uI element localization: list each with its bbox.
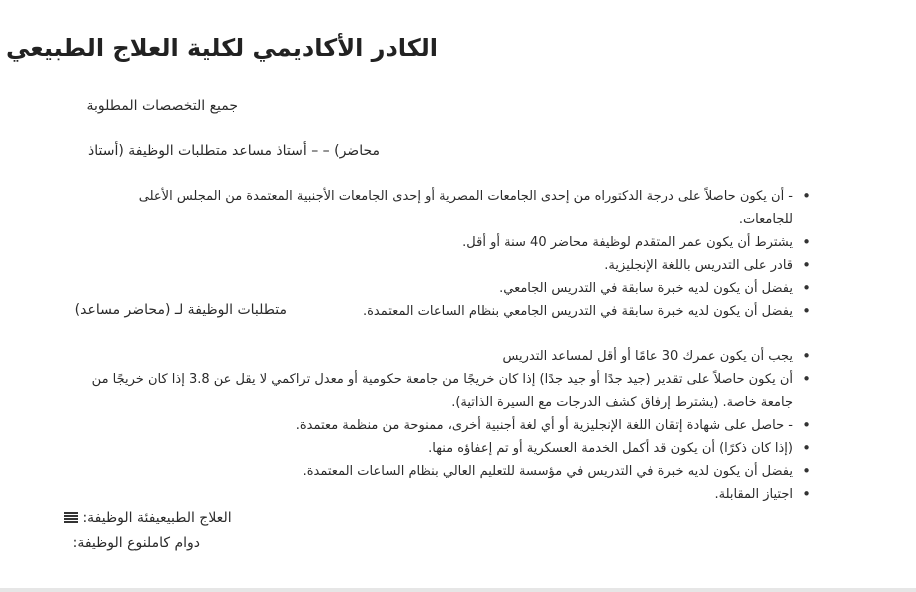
list-item: • أن يكون حاصلاً على تقدير (جيد جدًا أو جيد جدًا) إذا كان خريجًا من جامعة حكومية أو معدل تراكمي لا يقل عن 3.8 إذا كان خريجًا من جامعة خاصة. (يشترط إرفاق كشف الدرجات مع السيرة الذاتية). bbox=[90, 368, 813, 414]
job-category-row bbox=[60, 510, 242, 526]
section-heading-professor: محاضر) – – أستاذ مساعد متطلبات الوظيفة (أستاذ bbox=[88, 143, 380, 159]
section-heading-assistant-lecturer: متطلبات الوظيفة لـ (محاضر مساعد) bbox=[74, 302, 287, 318]
list-item: • يفضل أن يكون لديه خبرة سابقة في التدريس الجامعي بنظام الساعات المعتمدة. bbox=[90, 300, 813, 323]
list-item: • يشترط أن يكون عمر المتقدم لوظيفة محاضر 40 سنة أو أقل. bbox=[90, 231, 813, 254]
list-item: • يفضل أن يكون لديه خبرة سابقة في التدريس الجامعي. bbox=[90, 277, 813, 300]
list-item: • (إذا كان ذكرًا) أن يكون قد أكمل الخدمة العسكرية أو تم إعفاؤه منها. bbox=[90, 437, 813, 460]
list-item: • يجب أن يكون عمرك 30 عامًا أو أقل لمساعد التدريس bbox=[90, 345, 813, 368]
page-title: الكادر الأكاديمي لكلية العلاج الطبيعي bbox=[6, 34, 438, 62]
assistant-lecturer-requirements-list bbox=[90, 345, 813, 506]
list-item: • اجتياز المقابلة. bbox=[90, 483, 813, 506]
specialties-subtitle: جميع التخصصات المطلوبة bbox=[86, 98, 238, 114]
job-type-row: دوام كاملنوع الوظيفة: bbox=[72, 535, 200, 551]
footer-divider bbox=[0, 588, 916, 592]
list-icon bbox=[64, 512, 78, 524]
list-item: • يفضل أن يكون لديه خبرة في التدريس في مؤسسة للتعليم العالي بنظام الساعات المعتمدة. bbox=[90, 460, 813, 483]
list-item: • - أن يكون حاصلاً على درجة الدكتوراه من إحدى الجامعات المصرية أو إحدى الجامعات الأجنبية المعتمدة من المجلس الأعلى للجامعات. bbox=[90, 185, 813, 231]
job-category-text: العلاج الطبيعيفئة الوظيفة: bbox=[82, 510, 232, 526]
list-item: • - حاصل على شهادة إتقان اللغة الإنجليزية أو أي لغة أجنبية أخرى، ممنوحة من منظمة معتمدة. bbox=[90, 414, 813, 437]
list-item: • قادر على التدريس باللغة الإنجليزية. bbox=[90, 254, 813, 277]
